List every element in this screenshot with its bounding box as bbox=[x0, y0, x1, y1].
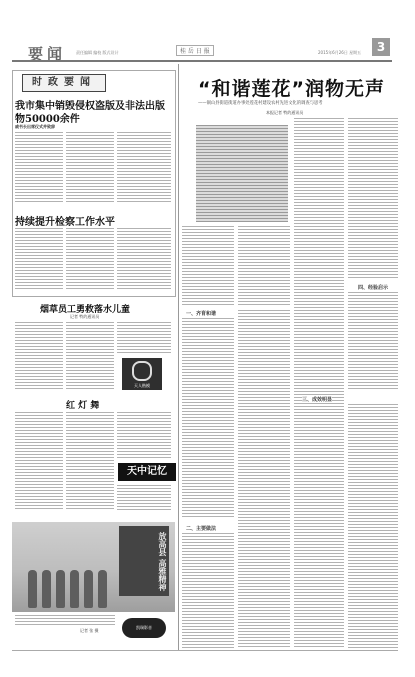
feature-col4-mid bbox=[348, 292, 398, 390]
section-banner: 时政要闻 bbox=[22, 74, 106, 92]
section3-heading: 三、成效明显 bbox=[302, 397, 333, 403]
feature-col1-mid bbox=[182, 318, 234, 518]
story2-body-col1 bbox=[15, 228, 63, 290]
feature-intro-box bbox=[196, 125, 288, 222]
news-photo bbox=[12, 522, 175, 612]
photo-person bbox=[84, 570, 93, 608]
header-rule bbox=[12, 60, 392, 62]
badge-label: 天人楷模 bbox=[134, 383, 150, 388]
story1-body-col3 bbox=[117, 132, 171, 202]
story3-body-col2 bbox=[66, 322, 114, 390]
feature-col1-top bbox=[182, 226, 234, 306]
footer-rule bbox=[12, 650, 398, 651]
photo-person bbox=[28, 570, 37, 608]
column-divider bbox=[178, 64, 179, 650]
story2-body-col2 bbox=[66, 228, 114, 290]
story3-headline: 烟草员工勇救落水儿童 bbox=[40, 305, 131, 315]
story4-body-col3 bbox=[117, 412, 171, 458]
page-number: 3 bbox=[372, 38, 390, 56]
story4-headline: 红 灯 舞 bbox=[66, 401, 100, 411]
feature-col2-mid bbox=[238, 310, 290, 648]
story4-body-col1 bbox=[15, 412, 63, 510]
section4-heading: 四、经验启示 bbox=[358, 285, 389, 291]
story1-body-col2 bbox=[66, 132, 114, 202]
bottom-logo: 凯瑞影音 bbox=[122, 618, 166, 638]
section1-heading: 一、齐育和谐 bbox=[186, 311, 217, 317]
date-line: 2015年6月26日 星期五 bbox=[318, 50, 362, 55]
story1-body-col1 bbox=[15, 132, 63, 202]
story2-headline: 持续提升检察工作水平 bbox=[15, 217, 115, 228]
story2-body-col3 bbox=[117, 228, 171, 290]
photo-person bbox=[42, 570, 51, 608]
feature-col4-bottom bbox=[348, 404, 398, 648]
column-logo: 天中记忆 bbox=[118, 463, 176, 481]
photo-sign: 放高县 高雅精神 bbox=[119, 526, 169, 596]
feature-col2-top bbox=[238, 226, 290, 306]
feature-byline: 本报记者 特约通讯员 bbox=[266, 110, 304, 115]
section2-heading: 二、主要做法 bbox=[186, 526, 217, 532]
editor-line: 责任编辑 编校 版式设计 bbox=[76, 50, 119, 55]
photo-person bbox=[70, 570, 79, 608]
photo-person bbox=[56, 570, 65, 608]
section-title: 要闻 bbox=[28, 45, 67, 63]
photo-caption bbox=[15, 615, 115, 625]
story4-body-col2 bbox=[66, 412, 114, 510]
model-badge bbox=[122, 358, 162, 390]
feature-col4-top bbox=[348, 118, 398, 278]
story3-body-col1 bbox=[15, 322, 63, 390]
feature-col3 bbox=[294, 118, 344, 648]
badge-emblem-icon bbox=[132, 361, 152, 381]
story4-body-col3b bbox=[117, 485, 171, 510]
story3-body-col3 bbox=[117, 322, 171, 354]
center-logo: 桂 岳 日 报 bbox=[176, 45, 214, 56]
story3-byline: 记者 特约通讯员 bbox=[70, 314, 100, 319]
photo-person bbox=[98, 570, 107, 608]
story1-subhead: 戚书长出席仪式并致辞 bbox=[15, 124, 55, 129]
feature-headline: “和谐莲花”润物无声 bbox=[198, 78, 385, 100]
photo-credit: 记者 张 摄 bbox=[80, 628, 99, 633]
story1-headline-line2: 物50000余件 bbox=[15, 114, 80, 125]
feature-col1-bottom bbox=[182, 533, 234, 648]
story1-headline-line1: 我市集中销毁侵权盗版及非法出版 bbox=[15, 101, 165, 112]
feature-subtitle: ——铜山县街道街道办事处莲花村建设农村先进文化的调查与思考 bbox=[198, 101, 323, 106]
